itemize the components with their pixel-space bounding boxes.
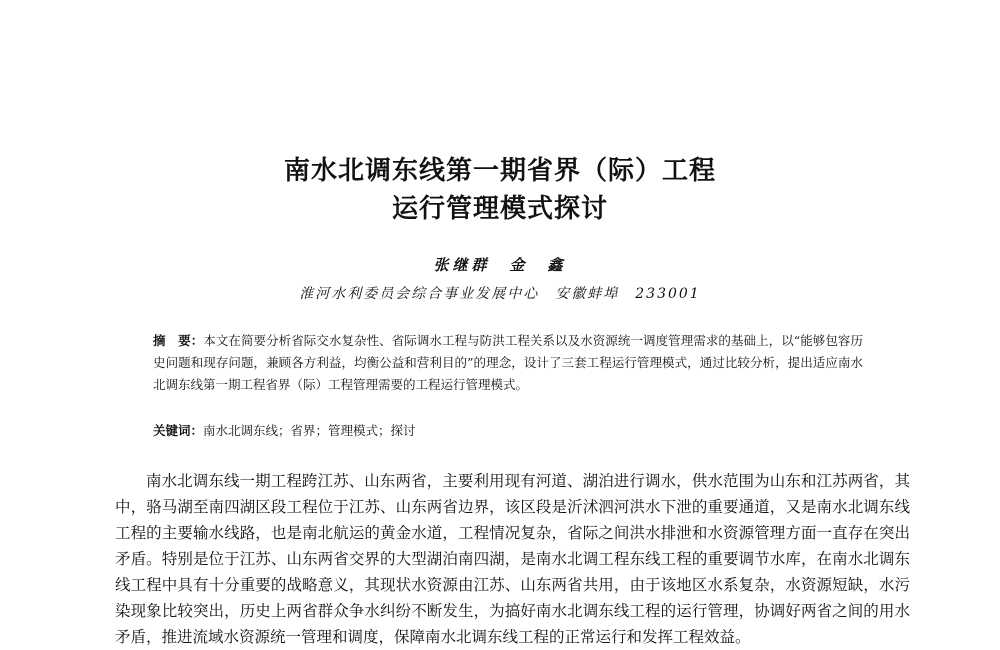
abstract <box>153 330 863 396</box>
paper-title-line-2: 运行管理模式探讨 <box>391 194 608 224</box>
keywords-text: 南水北调东线；省界；管理模式；探讨 <box>203 423 416 438</box>
keywords-label: 关键词： <box>153 423 204 438</box>
abstract-text: 本文在简要分析省际交水复杂性、省际调水工程与防洪工程关系以及水资源统一调度管理需求的基础上，以“能够包容历史问题和现存问题，兼顾各方利益，均衡公益和营利目的”的理念，设计了三套工程运行管理模式，通过比较分析，提出适应南水北调东线第一期工程省界（际）工程管理需要的工程运行管理模式。 <box>153 333 863 392</box>
keywords <box>153 421 863 441</box>
body-paragraph: 南水北调东线一期工程跨江苏、山东两省，主要利用现有河道、湖泊进行调水，供水范围为山东和江苏两省，其中，骆马湖至南四湖区段工程位于江苏、山东两省边界，该区段是沂沭泗河洪水下泄的重要通道，又是南水北调东线工程的主要输水线路，也是南北航运的黄金水道，工程情况复杂，省际之间洪水排泄和水资源管理方面一直存在突出矛盾。特别是位于江苏、山东两省交界的大型湖泊南四湖，是南水北调工程东线工程的重要调节水库，在南水北调东线工程中具有十分重要的战略意义，其现状水资源由江苏、山东两省共用，由于该地区水系复杂，水资源短缺，水污染现象比较突出，历史上两省群众争水纠纷不断发生，为搞好南水北调东线工程的运行管理，协调好两省之间的用水矛盾，推进流域水资源统一管理和调度，保障南水北调东线工程的正常运行和发挥工程效益。 <box>115 472 910 646</box>
abstract-label: 摘 要： <box>153 333 204 348</box>
paper-title-line-1: 南水北调东线第一期省界（际）工程 <box>283 156 716 186</box>
authors: 张继群 金 鑫 <box>433 256 567 274</box>
affiliation: 淮河水利委员会综合事业发展中心 安徽蚌埠 233001 <box>299 286 701 302</box>
